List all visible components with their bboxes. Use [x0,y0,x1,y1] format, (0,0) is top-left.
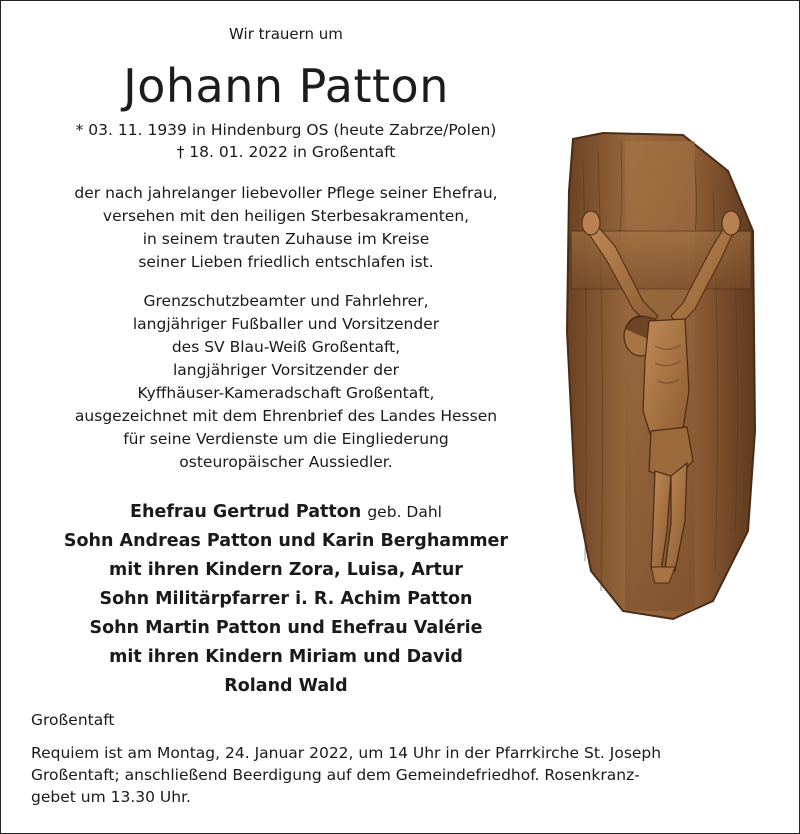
family-line: Sohn Militärpfarrer i. R. Achim Patton [99,589,473,609]
family-line: Sohn Andreas Patton und Karin Berghammer [63,531,509,551]
passing-paragraph [1,182,571,274]
biography-line: langjähriger Vorsitzender der [172,361,400,379]
biography-line: Kyffhäuser-Kameradschaft Großentaft, [137,384,435,402]
requiem-line: gebet um 13.30 Uhr. [31,788,191,806]
biography-line: osteuropäischer Aussiedler. [179,453,393,471]
family-line: Sohn Martin Patton und Ehefrau Valérie [89,618,483,638]
passing-line: seiner Lieben friedlich entschlafen ist. [138,253,434,271]
wife-name: Ehefrau Gertrud Patton [130,502,362,522]
life-dates [1,119,571,163]
passing-line: versehen mit den heiligen Sterbesakramenten, [102,207,470,225]
wife-maiden-name: geb. Dahl [367,503,442,521]
biography-line: des SV Blau-Weiß Großentaft, [171,338,401,356]
biography-line: langjähriger Fußballer und Vorsitzender [132,315,440,333]
biography-paragraph [1,290,571,474]
family-line: mit ihren Kindern Zora, Luisa, Artur [109,560,463,580]
requiem-line: Requiem ist am Montag, 24. Januar 2022, um 14 Uhr in der Pfarrkirche St. Joseph [31,744,662,762]
deceased-name: Johann Patton [123,59,449,113]
passing-line: der nach jahrelanger liebevoller Pflege seiner Ehefrau, [74,184,498,202]
family-line: mit ihren Kindern Miriam und David [109,647,463,667]
family-wife-line [1,498,571,527]
requiem-notice [31,742,771,808]
passing-line: in seinem trauten Zuhause im Kreise [142,230,430,248]
place-name: Großentaft [31,711,115,729]
requiem-line: Großentaft; anschließend Beerdigung auf dem Gemeindefriedhof. Rosenkranz- [31,766,640,784]
biography-line: Grenzschutzbeamter und Fahrlehrer, [143,292,429,310]
family-line: Roland Wald [224,676,348,696]
family-list [1,498,571,701]
intro-text: Wir trauern um [229,25,343,43]
birth-line: * 03. 11. 1939 in Hindenburg OS (heute Zabrze/Polen) [75,121,497,139]
biography-line: ausgezeichnet mit dem Ehrenbrief des Landes Hessen [74,407,498,425]
wooden-crucifix-image [563,131,763,621]
death-line: † 18. 01. 2022 in Großentaft [176,143,396,161]
biography-line: für seine Verdienste um die Eingliederung [123,430,449,448]
